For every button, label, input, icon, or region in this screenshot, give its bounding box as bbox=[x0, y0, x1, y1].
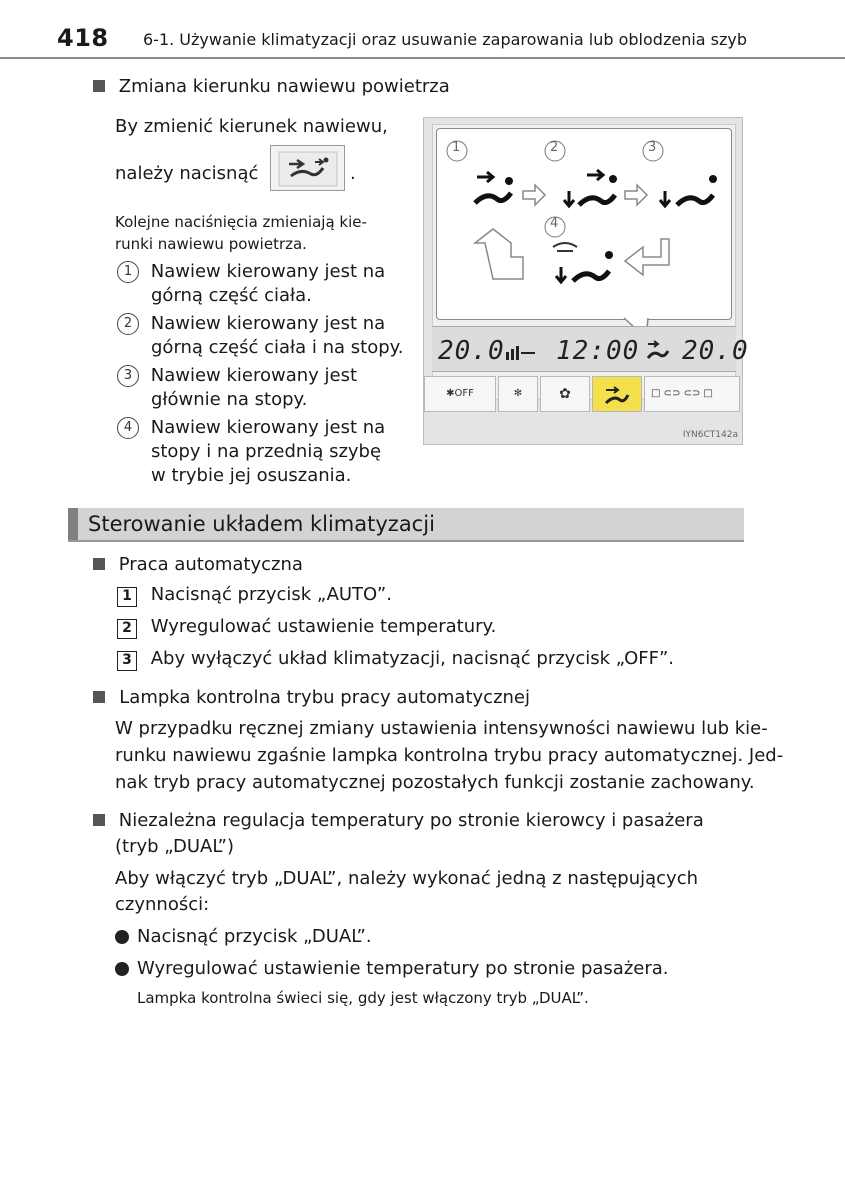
airflow-heading: Zmiana kierunku nawiewu powietrza bbox=[118, 76, 450, 97]
square-bullet-icon bbox=[93, 814, 105, 826]
auto-heading: Praca automatyczna bbox=[118, 554, 303, 575]
circled-number: 4 bbox=[117, 417, 139, 439]
round-bullet-icon bbox=[115, 962, 129, 976]
circled-number: 3 bbox=[117, 365, 139, 387]
auto-heading-row bbox=[93, 554, 303, 575]
chapter-title: 6-1. Używanie klimatyzacji oraz usuwanie zaparowania lub oblodzenia szyb bbox=[143, 30, 748, 49]
header-rule bbox=[0, 57, 845, 59]
airflow-mode-icon bbox=[602, 383, 632, 407]
airflow-mode-icon bbox=[271, 146, 346, 192]
step-number: 2 bbox=[117, 619, 137, 639]
indicator-text-2: runku nawiewu zgaśnie lampka kontrolna trybu pracy automatycznej. Jed- bbox=[115, 745, 784, 766]
airflow-note-2: runki nawiewu powietrza. bbox=[115, 235, 307, 253]
left-temperature: 20.0 bbox=[438, 336, 505, 366]
airflow-item-text: Nawiew kierowany jest na bbox=[150, 313, 386, 334]
page-number: 418 bbox=[57, 24, 109, 52]
step-text: Nacisnąć przycisk „AUTO”. bbox=[150, 584, 392, 605]
airflow-face-feet-icon bbox=[646, 338, 670, 362]
recirculation-icon: □ ⊂⊃ ⊂⊃ □ bbox=[651, 388, 713, 399]
airflow-intro-end: . bbox=[350, 163, 356, 184]
airflow-item-2 bbox=[117, 312, 403, 360]
indicator-text-1: W przypadku ręcznej zmiany ustawienia intensywności nawiewu lub kie- bbox=[115, 718, 768, 739]
callout-label-1: 1 bbox=[452, 140, 461, 155]
fan-down-button bbox=[498, 376, 538, 412]
climate-panel-figure bbox=[423, 117, 749, 445]
bullet-text: Wyregulować ustawienie temperatury po stronie pasażera. bbox=[137, 958, 669, 979]
fan-level-icon bbox=[506, 340, 538, 360]
fan-off-icon: ✱ bbox=[446, 388, 455, 399]
airflow-item-text: górną część ciała. bbox=[151, 285, 312, 306]
section-title-bar bbox=[68, 508, 744, 542]
square-bullet-icon bbox=[93, 80, 105, 92]
airflow-modes-diagram bbox=[437, 129, 733, 321]
auto-step-1 bbox=[117, 584, 392, 607]
airflow-item-text: Nawiew kierowany jest na bbox=[150, 417, 386, 438]
fan-small-icon: ✻ bbox=[513, 388, 523, 399]
callout-label-4: 4 bbox=[550, 216, 559, 231]
airflow-item-text: Nawiew kierowany jest bbox=[150, 365, 358, 386]
step-number: 3 bbox=[117, 651, 137, 671]
indicator-heading: Lampka kontrolna trybu pracy automatycznej bbox=[119, 687, 531, 708]
dual-heading-row bbox=[93, 810, 704, 831]
step-text: Wyregulować ustawienie temperatury. bbox=[150, 616, 497, 637]
circled-number: 2 bbox=[117, 313, 139, 335]
hvac-button-row bbox=[424, 376, 742, 412]
airflow-intro-1: By zmienić kierunek nawiewu, bbox=[115, 116, 388, 137]
airflow-heading-row bbox=[93, 76, 450, 97]
callout-label-3: 3 bbox=[648, 140, 657, 155]
dual-note: Lampka kontrolna świeci się, gdy jest włączony tryb „DUAL”. bbox=[137, 989, 589, 1007]
fan-up-button bbox=[540, 376, 590, 412]
auto-step-3 bbox=[117, 648, 674, 671]
airflow-item-text: stopy i na przednią szybę bbox=[151, 441, 382, 462]
section-rule bbox=[68, 540, 744, 542]
square-bullet-icon bbox=[93, 558, 105, 570]
dual-heading-2: (tryb „DUAL”) bbox=[115, 836, 234, 857]
indicator-text-3: nak tryb pracy automatycznej pozostałych funkcji zostanie zachowany. bbox=[115, 772, 755, 793]
fan-off-button bbox=[424, 376, 496, 412]
dual-bullet-2 bbox=[115, 958, 669, 979]
section-title: Sterowanie układem klimatyzacji bbox=[88, 512, 435, 536]
right-temperature: 20.0 bbox=[682, 336, 749, 366]
figure-code: IYN6CT142a bbox=[682, 430, 738, 440]
dual-heading-1: Niezależna regulacja temperatury po stronie kierowcy i pasażera bbox=[118, 810, 704, 831]
callout-label-2: 2 bbox=[550, 140, 559, 155]
page-header bbox=[0, 0, 845, 60]
fan-large-icon: ✿ bbox=[559, 386, 571, 402]
circled-number: 1 bbox=[117, 261, 139, 283]
auto-step-2 bbox=[117, 616, 496, 639]
dual-intro-1: Aby włączyć tryb „DUAL”, należy wykonać jedną z następujących bbox=[115, 868, 699, 889]
round-bullet-icon bbox=[115, 930, 129, 944]
airflow-mode-button bbox=[592, 376, 642, 412]
airflow-mode-button-image bbox=[270, 145, 345, 191]
dual-intro-2: czynności: bbox=[115, 894, 210, 915]
square-bullet-icon bbox=[93, 691, 105, 703]
indicator-heading-row bbox=[93, 687, 530, 708]
airflow-item-3 bbox=[117, 364, 357, 412]
fan-off-label: OFF bbox=[454, 388, 474, 399]
airflow-item-text: Nawiew kierowany jest na bbox=[150, 261, 386, 282]
bullet-text: Nacisnąć przycisk „DUAL”. bbox=[137, 926, 372, 947]
airflow-modes-callout bbox=[436, 128, 732, 320]
step-number: 1 bbox=[117, 587, 137, 607]
airflow-item-text: w trybie jej osuszania. bbox=[151, 465, 352, 486]
airflow-item-4 bbox=[117, 416, 385, 488]
airflow-note-1: Kolejne naciśnięcia zmieniają kie- bbox=[115, 213, 367, 231]
airflow-item-text: górną część ciała i na stopy. bbox=[151, 337, 404, 358]
airflow-item-text: głównie na stopy. bbox=[151, 389, 308, 410]
step-text: Aby wyłączyć układ klimatyzacji, nacisnąć przycisk „OFF”. bbox=[150, 648, 675, 669]
dual-bullet-1 bbox=[115, 926, 372, 947]
airflow-item-1 bbox=[117, 260, 385, 308]
clock-display: 12:00 bbox=[556, 336, 640, 366]
recirculation-buttons bbox=[644, 376, 740, 412]
airflow-intro-2: należy nacisnąć bbox=[115, 163, 259, 184]
